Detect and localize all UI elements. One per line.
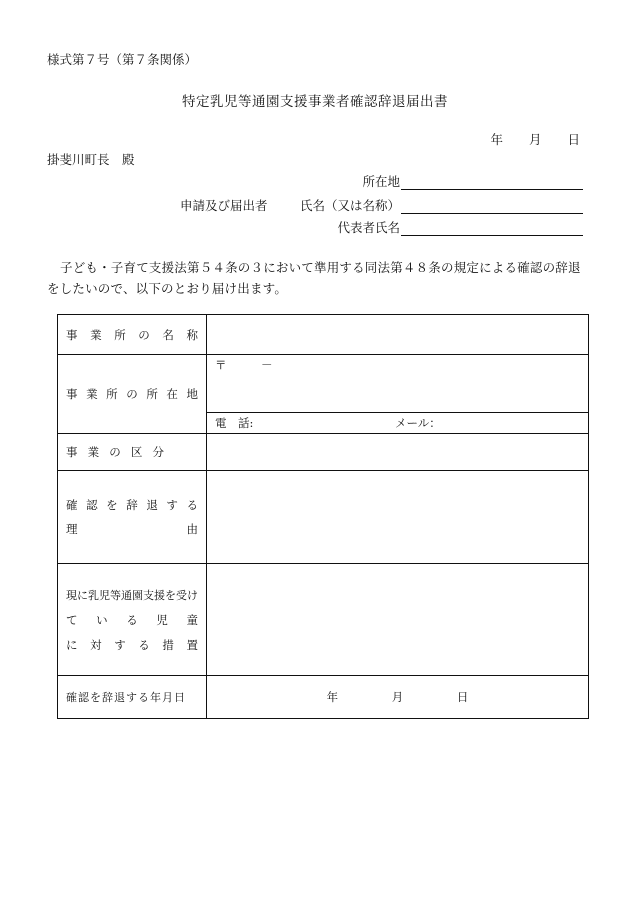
withdrawal-day-label: 日 [456,690,469,704]
representative-field[interactable] [401,221,583,236]
withdrawal-year-label: 年 [326,690,339,704]
reason-label-line2: 理 由 [66,522,198,536]
addressee: 掛斐川町長 殿 [47,152,135,167]
applicant-location-row [362,172,583,190]
office-address-label-cell [58,355,207,434]
withdrawal-date-field[interactable] [207,676,589,719]
applicant-label: 申請及び届出者 [180,198,268,213]
document-title: 特定乳児等通園支援事業者確認辞退届出書 [182,94,448,110]
table-row [58,471,589,564]
form-table [57,314,589,719]
location-label: 所在地 [362,174,400,189]
table-row [58,434,589,471]
measure-label-line2: て い る 児 童 [66,612,198,627]
office-name-label: 事 業 所 の 名 称 [66,327,198,342]
office-address-field[interactable] [207,355,589,413]
business-category-field[interactable] [207,434,589,471]
office-address-label: 事 業 所 の 所 在 地 [66,387,198,401]
measure-field[interactable] [207,564,589,676]
contact-cell [207,413,589,434]
submission-date [490,130,580,148]
reason-label-line1: 確 認 を 辞 退 す る [66,498,198,512]
date-day-label: 日 [567,132,580,147]
measure-label-line1: 現に乳児等通園支援を受け [66,588,198,602]
phone-label: 電 話: [215,416,254,430]
location-field[interactable] [401,175,583,190]
withdrawal-date-label: 確認を辞退する年月日 [66,691,186,704]
measure-label-cell [58,564,207,676]
withdrawal-month-label: 月 [391,690,404,704]
office-name-field[interactable] [207,315,589,355]
mail-label: メール： [395,416,441,430]
applicant-rep-row [337,218,583,236]
name-field[interactable] [401,199,583,214]
withdrawal-date-label-cell [58,676,207,719]
date-month-label: 月 [528,132,542,147]
business-category-label: 事 業 の 区 分 [66,445,164,459]
office-name-label-cell [58,315,207,355]
table-row [58,355,589,413]
form-number: 様式第７号（第７条関係） [47,52,198,67]
measure-label-line3: に 対 す る 措 置 [66,637,198,652]
table-row [58,676,589,719]
reason-label-cell [58,471,207,564]
date-year-label: 年 [490,132,503,147]
representative-label: 代表者氏名 [337,220,400,235]
table-row [58,564,589,676]
table-row [58,315,589,355]
postal-code-mark: 〒 － [215,358,273,372]
business-category-label-cell [58,434,207,471]
name-label: 氏名（又は名称） [299,198,400,213]
applicant-name-row [300,196,583,214]
body-paragraph: 子ども・子育て支援法第５４条の３において準用する同法第４８条の規定による確認の辞退をしたいので、以下のとおり届け出ます。 [47,260,581,296]
reason-field[interactable] [207,471,589,564]
